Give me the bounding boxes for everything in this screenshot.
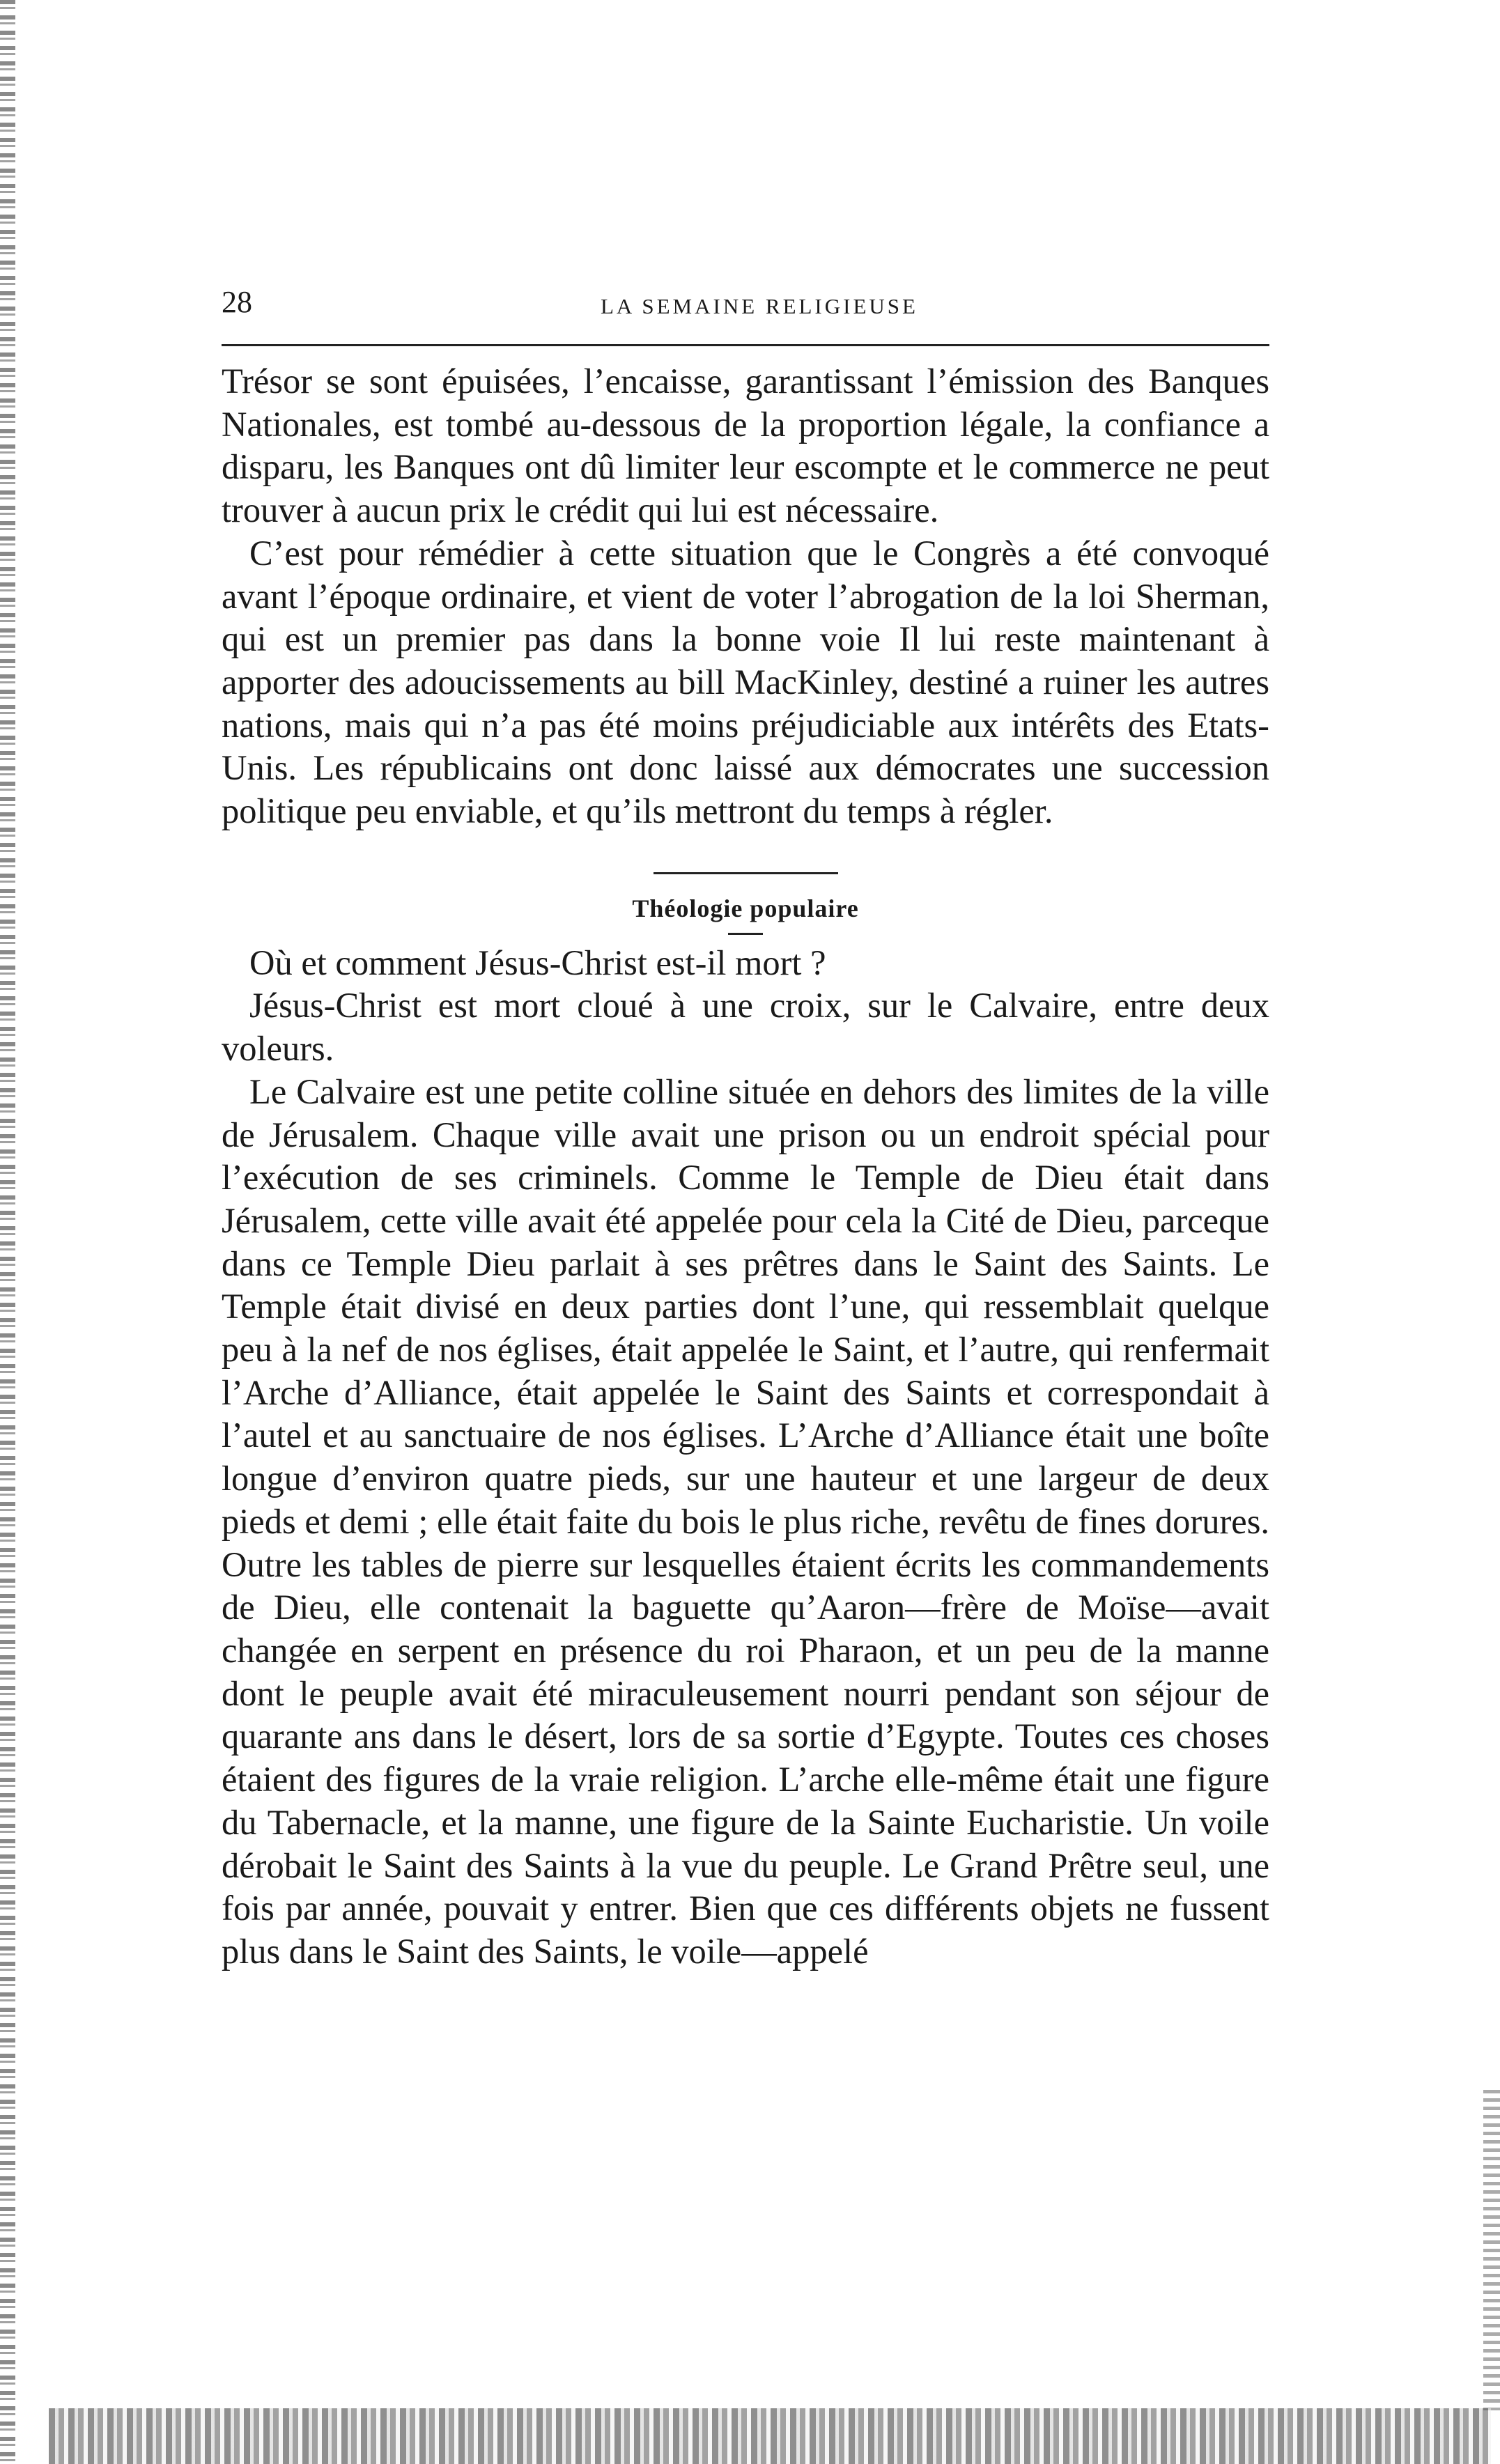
page-number: 28 bbox=[222, 285, 252, 319]
scan-edge-bottom bbox=[49, 2408, 1491, 2464]
paragraph: Jésus-Christ est mort cloué à une croix, sur le Calvaire, entre deux voleurs. bbox=[222, 986, 1269, 1069]
header-rule bbox=[222, 344, 1269, 346]
section-title-rule bbox=[728, 933, 763, 935]
running-head bbox=[222, 279, 1269, 334]
section-title: Théologie populaire bbox=[632, 894, 859, 922]
scan-edge-right bbox=[1483, 2090, 1500, 2410]
paragraph: Où et comment Jésus-Christ est-il mort ? bbox=[249, 943, 826, 982]
scan-edge-left bbox=[0, 0, 15, 2464]
paragraph: Trésor se sont épuisées, l’encaisse, garantissant l’émission des Banques Nationales, est tombé au-dessous de la proportion légale, la confiance a disparu, les Banques ont dû limiter leur escompte et le commerce ne peut trouver à aucun prix le crédit qui lui est nécessaire. bbox=[222, 362, 1269, 530]
page bbox=[222, 279, 1269, 1974]
section-divider bbox=[654, 872, 838, 874]
paragraph: C’est pour rémédier à cette situation que le Congrès a été convoqué avant l’époque ordinaire, et vient de voter l’abrogation de la loi Sherman, qui est un premier pas dans la bonne voie Il lui reste maintenant à apporter des adoucissements au bill MacKinley, destiné a ruiner les autres nations, mais qui n’a pas été moins préjudiciable aux intérêts des Etats-Unis. Les républicains ont donc laissé aux démocrates une succession politique peu enviable, et qu’ils mettront du temps à régler. bbox=[222, 533, 1269, 831]
body-text bbox=[222, 360, 1269, 1974]
paragraph: Le Calvaire est une petite colline située en dehors des limites de la ville de Jérusalem. Chaque ville avait une prison ou un endroit spécial pour l’exécution de ses criminels. Comme le Temple de Dieu était dans Jérusalem, cette ville avait été appelée pour cela la Cité de Dieu, parceque dans ce Temple Dieu parlait à ses prêtres dans le Saint des Saints. Le Temple était divisé en deux parties dont l’une, qui ressemblait quelque peu à la nef de nos églises, était appelée le Saint, et l’autre, qui renfermait l’Arche d’Alliance, était appelée le Saint des Saints et correspondait à l’autel et au sanctuaire de nos églises. L’Arche d’Alliance était une boîte longue d’environ quatre pieds, sur une hauteur et une largeur de deux pieds et demi ; elle était faite du bois le plus riche, revêtu de fines dorures. Outre les tables de pierre sur lesquelles étaient écrits les commandements de Dieu, elle contenait la baguette qu’Aaron—frère de Moïse—avait changée en serpent en présence du roi Pharaon, et un peu de la manne dont le peuple avait été miraculeusement nourri pendant son séjour de quarante ans dans le désert, lors de sa sortie d’Egypte. Toutes ces choses étaient des figures de la vraie religion. L’arche elle-même était une figure du Tabernacle, et la manne, une figure de la Sainte Eucharistie. Un voile dérobait le Saint des Saints à la vue du peuple. Le Grand Prêtre seul, une fois par année, pouvait y entrer. Bien que ces différents objets ne fussent plus dans le Saint des Saints, le voile—appelé bbox=[222, 1071, 1269, 1971]
running-title: LA SEMAINE RELIGIEUSE bbox=[601, 294, 918, 318]
